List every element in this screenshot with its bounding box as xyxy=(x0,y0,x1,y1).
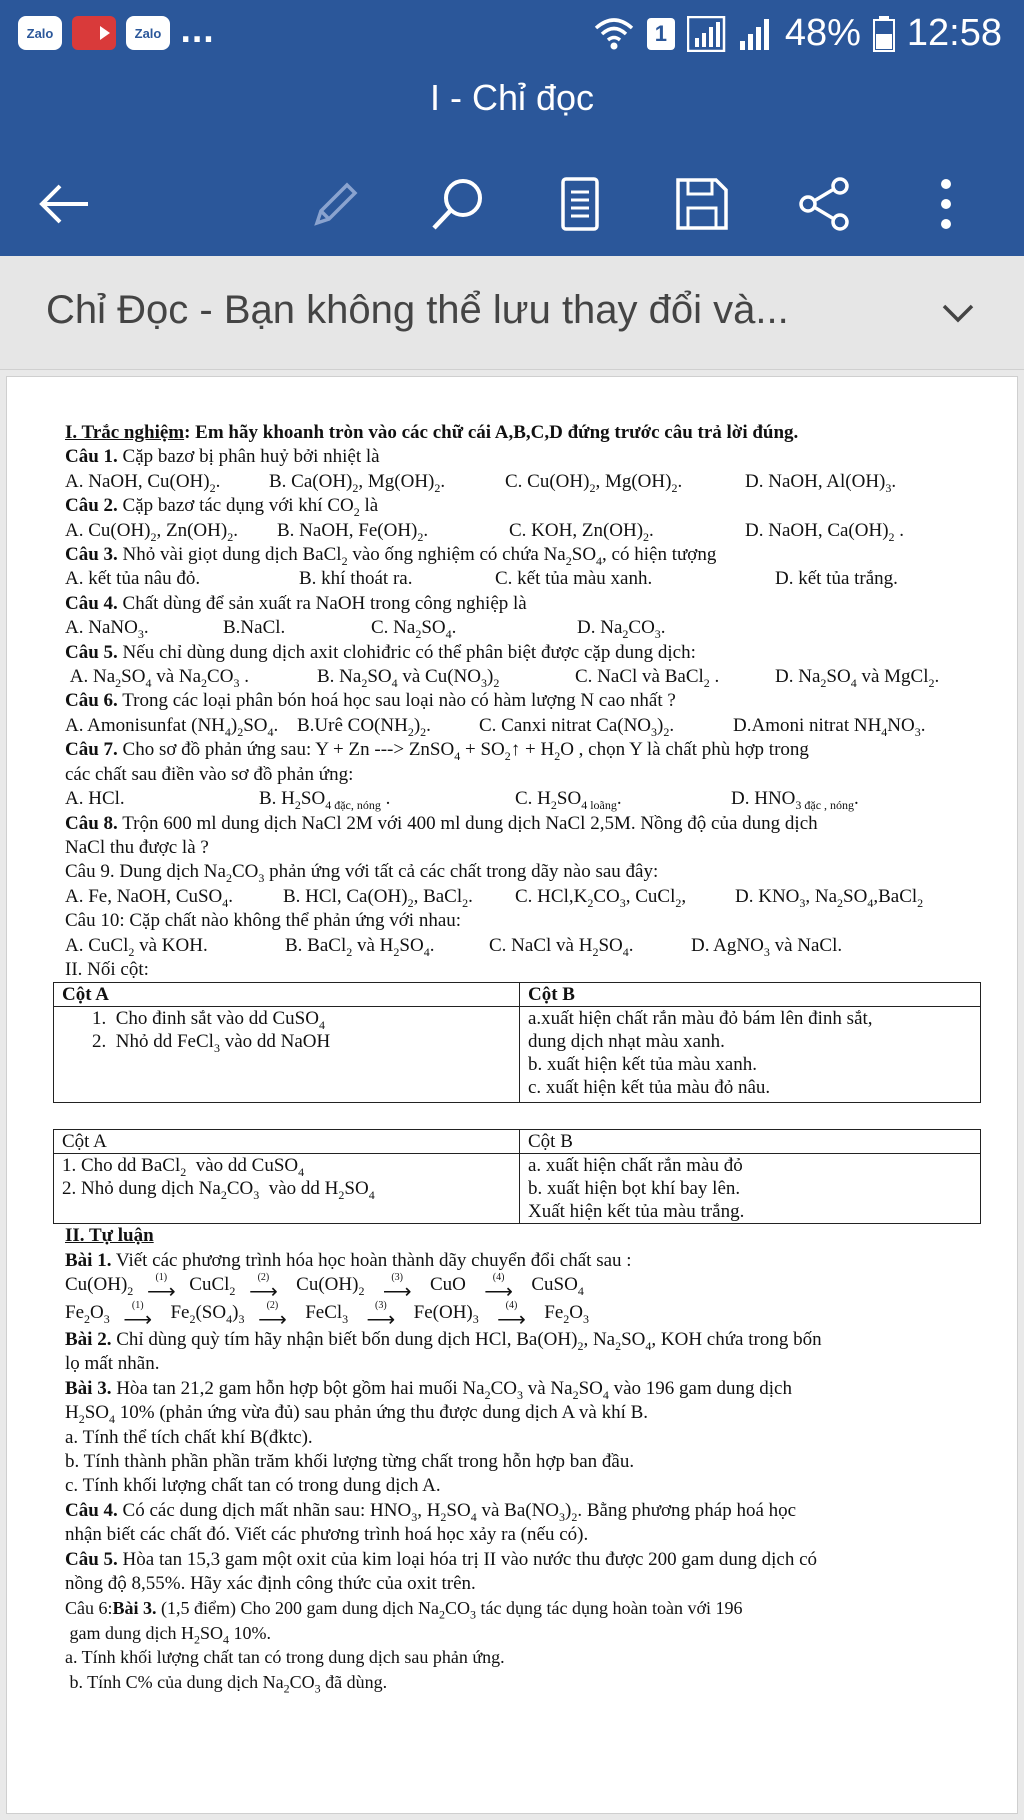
table-row: Xuất hiện kết tủa màu trắng. xyxy=(528,1201,745,1223)
save-icon xyxy=(674,176,730,232)
exercise-part: a. Tính thể tích chất khí B(đktc). xyxy=(65,1426,313,1448)
exercise: Bài 2. Chỉ dùng quỳ tím hãy nhận biết bốn dung dịch HCl, $Ba(OH)_2$, $Na_2SO_4$, KOH chứa trong bốn xyxy=(65,1328,822,1353)
question: Câu 6. Trong các loại phân bón hoá học sau loại nào có hàm lượng N cao nhất ? xyxy=(65,690,676,712)
more-notifications-indicator: ... xyxy=(180,15,215,50)
question-continued: các chất sau điền vào sơ đồ phản ứng: xyxy=(65,763,354,785)
question: Câu 2. Cặp bazơ tác dụng với khí $CO_2$ là xyxy=(65,495,379,520)
table-row: b. xuất hiện bọt khí bay lên. xyxy=(528,1178,741,1200)
reaction-chain: $Fe_2O_3(1)$ ⟶ $Fe_2(SO_4)_3(2)$ ⟶ FeCl$_3$ (3) ⟶ $Fe(OH)_3$ (4) ⟶ $Fe_2O_3$ xyxy=(65,1301,993,1328)
exercise-part: b. Tính thành phần phần trăm khối lượng từng chất trong hỗn hợp ban đầu. xyxy=(65,1451,635,1472)
answer-options: A. $Cu(OH)_2$, $Zn(OH)_2$. B. NaOH, $Fe(OH)_2$. C. KOH, $Zn(OH)_2$. D. NaOH, $Ca(OH)_2$ . xyxy=(65,519,905,544)
read-only-message: Chỉ Đọc - Bạn không thể lưu thay đổi và... xyxy=(46,288,789,332)
exercise: Câu 5. Hòa tan 15,3 gam một oxit của kim loại hóa trị II vào nước thu được 200 gam dung dịch có xyxy=(65,1548,818,1570)
app-bar xyxy=(0,72,1024,256)
document-content xyxy=(62,421,993,1696)
table-cell: 1. Cho đinh sắt vào dd CuSO$_4$ 2. Nhỏ dd FeCl$_3$ vào dd NaOH xyxy=(54,1007,520,1103)
matching-table xyxy=(53,982,981,1103)
search-icon xyxy=(430,176,486,232)
exercise-continued: gam dung dịch $H_2SO_4$ 10%. xyxy=(65,1622,271,1647)
answer-options: A. Amonisunfat $(NH_4)_2SO_4$. B.Urê $CO(NH_2)_2$. C. Canxi nitrat $Ca(NO_3)_2$. D.Amoni nitrat $NH_4NO_3$. xyxy=(65,714,926,739)
status-bar xyxy=(0,0,1024,72)
exercise-part: b. Tính C% của dung dịch $Na_2CO_3$ đã dùng. xyxy=(65,1671,388,1696)
table-row: a.xuất hiện chất rắn màu đỏ bám lên đinh sắt, xyxy=(528,1008,873,1030)
exercise: Câu 6:Bài 3. (1,5 điểm) Cho 200 gam dung dịch $Na_2CO_3$ tác dụng tác dụng hoàn toàn với 196 xyxy=(65,1598,743,1623)
exercise-part: c. Tính khối lượng chất tan có trong dung dịch A. xyxy=(65,1475,441,1497)
share-button[interactable] xyxy=(794,174,854,234)
section-heading: II. Nối cột: xyxy=(65,958,149,980)
back-button[interactable] xyxy=(34,174,94,234)
back-arrow-icon xyxy=(36,182,92,226)
signal-icon xyxy=(687,16,727,52)
question: Câu 9. Dung dịch $Na_2CO_3$ phản ứng với tất cả các chất trong dãy nào sau đây: xyxy=(65,861,659,886)
question: Câu 4. Chất dùng để sản xuất ra NaOH trong công nghiệp là xyxy=(65,592,527,614)
table-row: dung dịch nhạt màu xanh. xyxy=(528,1031,725,1053)
exercise-continued: $H_2SO_4$ 10% (phản ứng vừa đủ) sau phản ứng thu được dung dịch A và khí B. xyxy=(65,1402,649,1426)
signal-strength-icon xyxy=(739,17,773,51)
answer-options: A. $Na_2SO_4$ và $Na_2CO_3$ . B. $Na_2SO_4$ và $Cu(NO_3)_2$ C. NaCl và BaCl$_2$ . D. $Na_2SO_4$ và MgCl$_2$. xyxy=(65,666,940,690)
zalo-notification-icon: Zalo xyxy=(18,16,62,50)
question: Câu 5. Nếu chỉ dùng dung dịch axit clohiđric có thể phân biệt được cặp dung dịch: xyxy=(65,641,696,663)
column-header: Cột A xyxy=(54,1130,520,1154)
question: Câu 1. Cặp bazơ bị phân huỷ bởi nhiệt là xyxy=(65,446,380,468)
table-row: b. xuất hiện kết tủa màu xanh. xyxy=(528,1054,757,1076)
clock: 12:58 xyxy=(906,12,1002,54)
answer-options: A. NaOH, $Cu(OH)_2$. B. $Ca(OH)_2$, $Mg(OH)_2$. C. $Cu(OH)_2$, $Mg(OH)_2$. D. NaOH, $Al(OH)_3$. xyxy=(65,470,897,495)
sim-indicator: 1 xyxy=(647,18,675,50)
document-view-icon xyxy=(560,176,600,232)
section-heading: I. Trắc nghiệm: Em hãy khoanh tròn vào các chữ cái A,B,C,D đứng trước câu trả lời đúng. xyxy=(65,422,799,443)
answer-options: A. kết tủa nâu đỏ. B. khí thoát ra. C. kết tủa màu xanh. D. kết tủa trắng. xyxy=(65,568,898,590)
more-vertical-icon xyxy=(936,176,956,232)
table-cell xyxy=(520,1154,981,1224)
exercise: Câu 4. Có các dung dịch mất nhãn sau: $HNO_3$, $H_2SO_4$ và $Ba(NO_3)_2$. Bằng phương pháp hoá học xyxy=(65,1499,797,1524)
table-cell: 1. Cho dd BaCl$_2$ vào dd CuSO$_4$ 2. Nhỏ dung dịch $Na_2CO_3$ vào dd $H_2SO_4$ xyxy=(54,1154,520,1224)
matching-table xyxy=(53,1129,981,1224)
exercise: Bài 1. Viết các phương trình hóa học hoàn thành dãy chuyển đổi chất sau : xyxy=(65,1249,632,1271)
battery-percent: 48% xyxy=(784,12,861,54)
exercise: Bài 3. Hòa tan 21,2 gam hỗn hợp bột gồm hai muối $Na_2CO_3$ và $Na_2SO_4$ vào 196 gam dung dịch xyxy=(65,1377,792,1402)
answer-options: A. Fe, NaOH, CuSO$_4$. B. HCl, $Ca(OH)_2$, BaCl$_2$. C. $HCl,K_2CO_3$, CuCl$_2$, D. $KNO_3$, $Na_2SO_4,BaCl_2$ xyxy=(65,885,924,910)
share-icon xyxy=(796,176,852,232)
battery-icon xyxy=(873,16,895,52)
reaction-chain: $Cu(OH)_2(1)$ ⟶ CuCl$_2$(2) ⟶ $Cu(OH)_2$ (3) ⟶ CuO (4) ⟶ CuSO$_4$ xyxy=(65,1273,993,1300)
question-continued: NaCl thu được là ? xyxy=(65,836,209,858)
question: Câu 3. Nhỏ vài giọt dung dịch BaCl$_2$ vào ống nghiệm có chứa $Na_2SO_4$, có hiện tượng xyxy=(65,544,717,568)
save-button[interactable] xyxy=(672,174,732,234)
exercise-continued: nồng độ 8,55%. Hãy xác định công thức của oxit trên. xyxy=(65,1573,476,1595)
search-button[interactable] xyxy=(428,174,488,234)
read-only-banner[interactable] xyxy=(0,256,1024,370)
more-options-button[interactable] xyxy=(916,174,976,234)
section-heading: II. Tự luận xyxy=(65,1225,154,1247)
column-header: Cột B xyxy=(520,1130,981,1154)
exercise-part: a. Tính khối lượng chất tan có trong dung dịch sau phản ứng. xyxy=(65,1647,505,1668)
question: Câu 7. Cho sơ đồ phản ứng sau: Y + Zn ---> ZnSO$_4$ + $SO_2↑ + H_2O$ , chọn Y là chất phù hợp trong xyxy=(65,739,809,764)
toolbar xyxy=(0,152,1024,252)
document-title: I - Chỉ đọc xyxy=(429,77,595,118)
question: Câu 8. Trộn 600 ml dung dịch NaCl 2M với 400 ml dung dịch NaCl 2,5M. Nồng độ của dung dịch xyxy=(65,812,818,834)
table-cell xyxy=(520,1007,981,1103)
wifi-icon xyxy=(593,16,635,52)
chevron-down-icon[interactable] xyxy=(938,292,978,332)
question: Câu 10: Cặp chất nào không thể phản ứng với nhau: xyxy=(65,910,462,932)
answer-options: A. NaNO$_3$. B.NaCl. C. $Na_2SO_4$. D. $Na_2CO_3$. xyxy=(65,617,666,642)
table-row: c. xuất hiện kết tủa màu đỏ nâu. xyxy=(528,1077,771,1099)
pencil-icon xyxy=(309,177,363,231)
table-row: a. xuất hiện chất rắn màu đỏ xyxy=(528,1155,743,1177)
column-header: Cột B xyxy=(520,983,981,1007)
answer-options: A. HCl. B. $H_2SO_{4 đặc, nóng}$ . C. $H_2SO_{4 loãng}$. D. $HNO_{3 đặc , nóng}$. xyxy=(65,788,859,812)
edit-button[interactable] xyxy=(306,174,366,234)
video-call-notification-icon xyxy=(72,16,116,50)
zalo-notification-icon: Zalo xyxy=(126,16,170,50)
answer-options: A. CuCl$_2$ và KOH. B. BaCl$_2$ và $H_2SO_4$. C. NaCl và $H_2SO_4$. D. AgNO$_3$ và NaCl. xyxy=(65,934,843,959)
column-header: Cột A xyxy=(54,983,520,1007)
document-page[interactable] xyxy=(6,376,1018,1814)
exercise-continued: nhận biết các chất đó. Viết các phương trình hoá học xảy ra (nếu có). xyxy=(65,1524,589,1546)
reading-view-button[interactable] xyxy=(550,174,610,234)
exercise-continued: lọ mất nhãn. xyxy=(65,1353,160,1375)
